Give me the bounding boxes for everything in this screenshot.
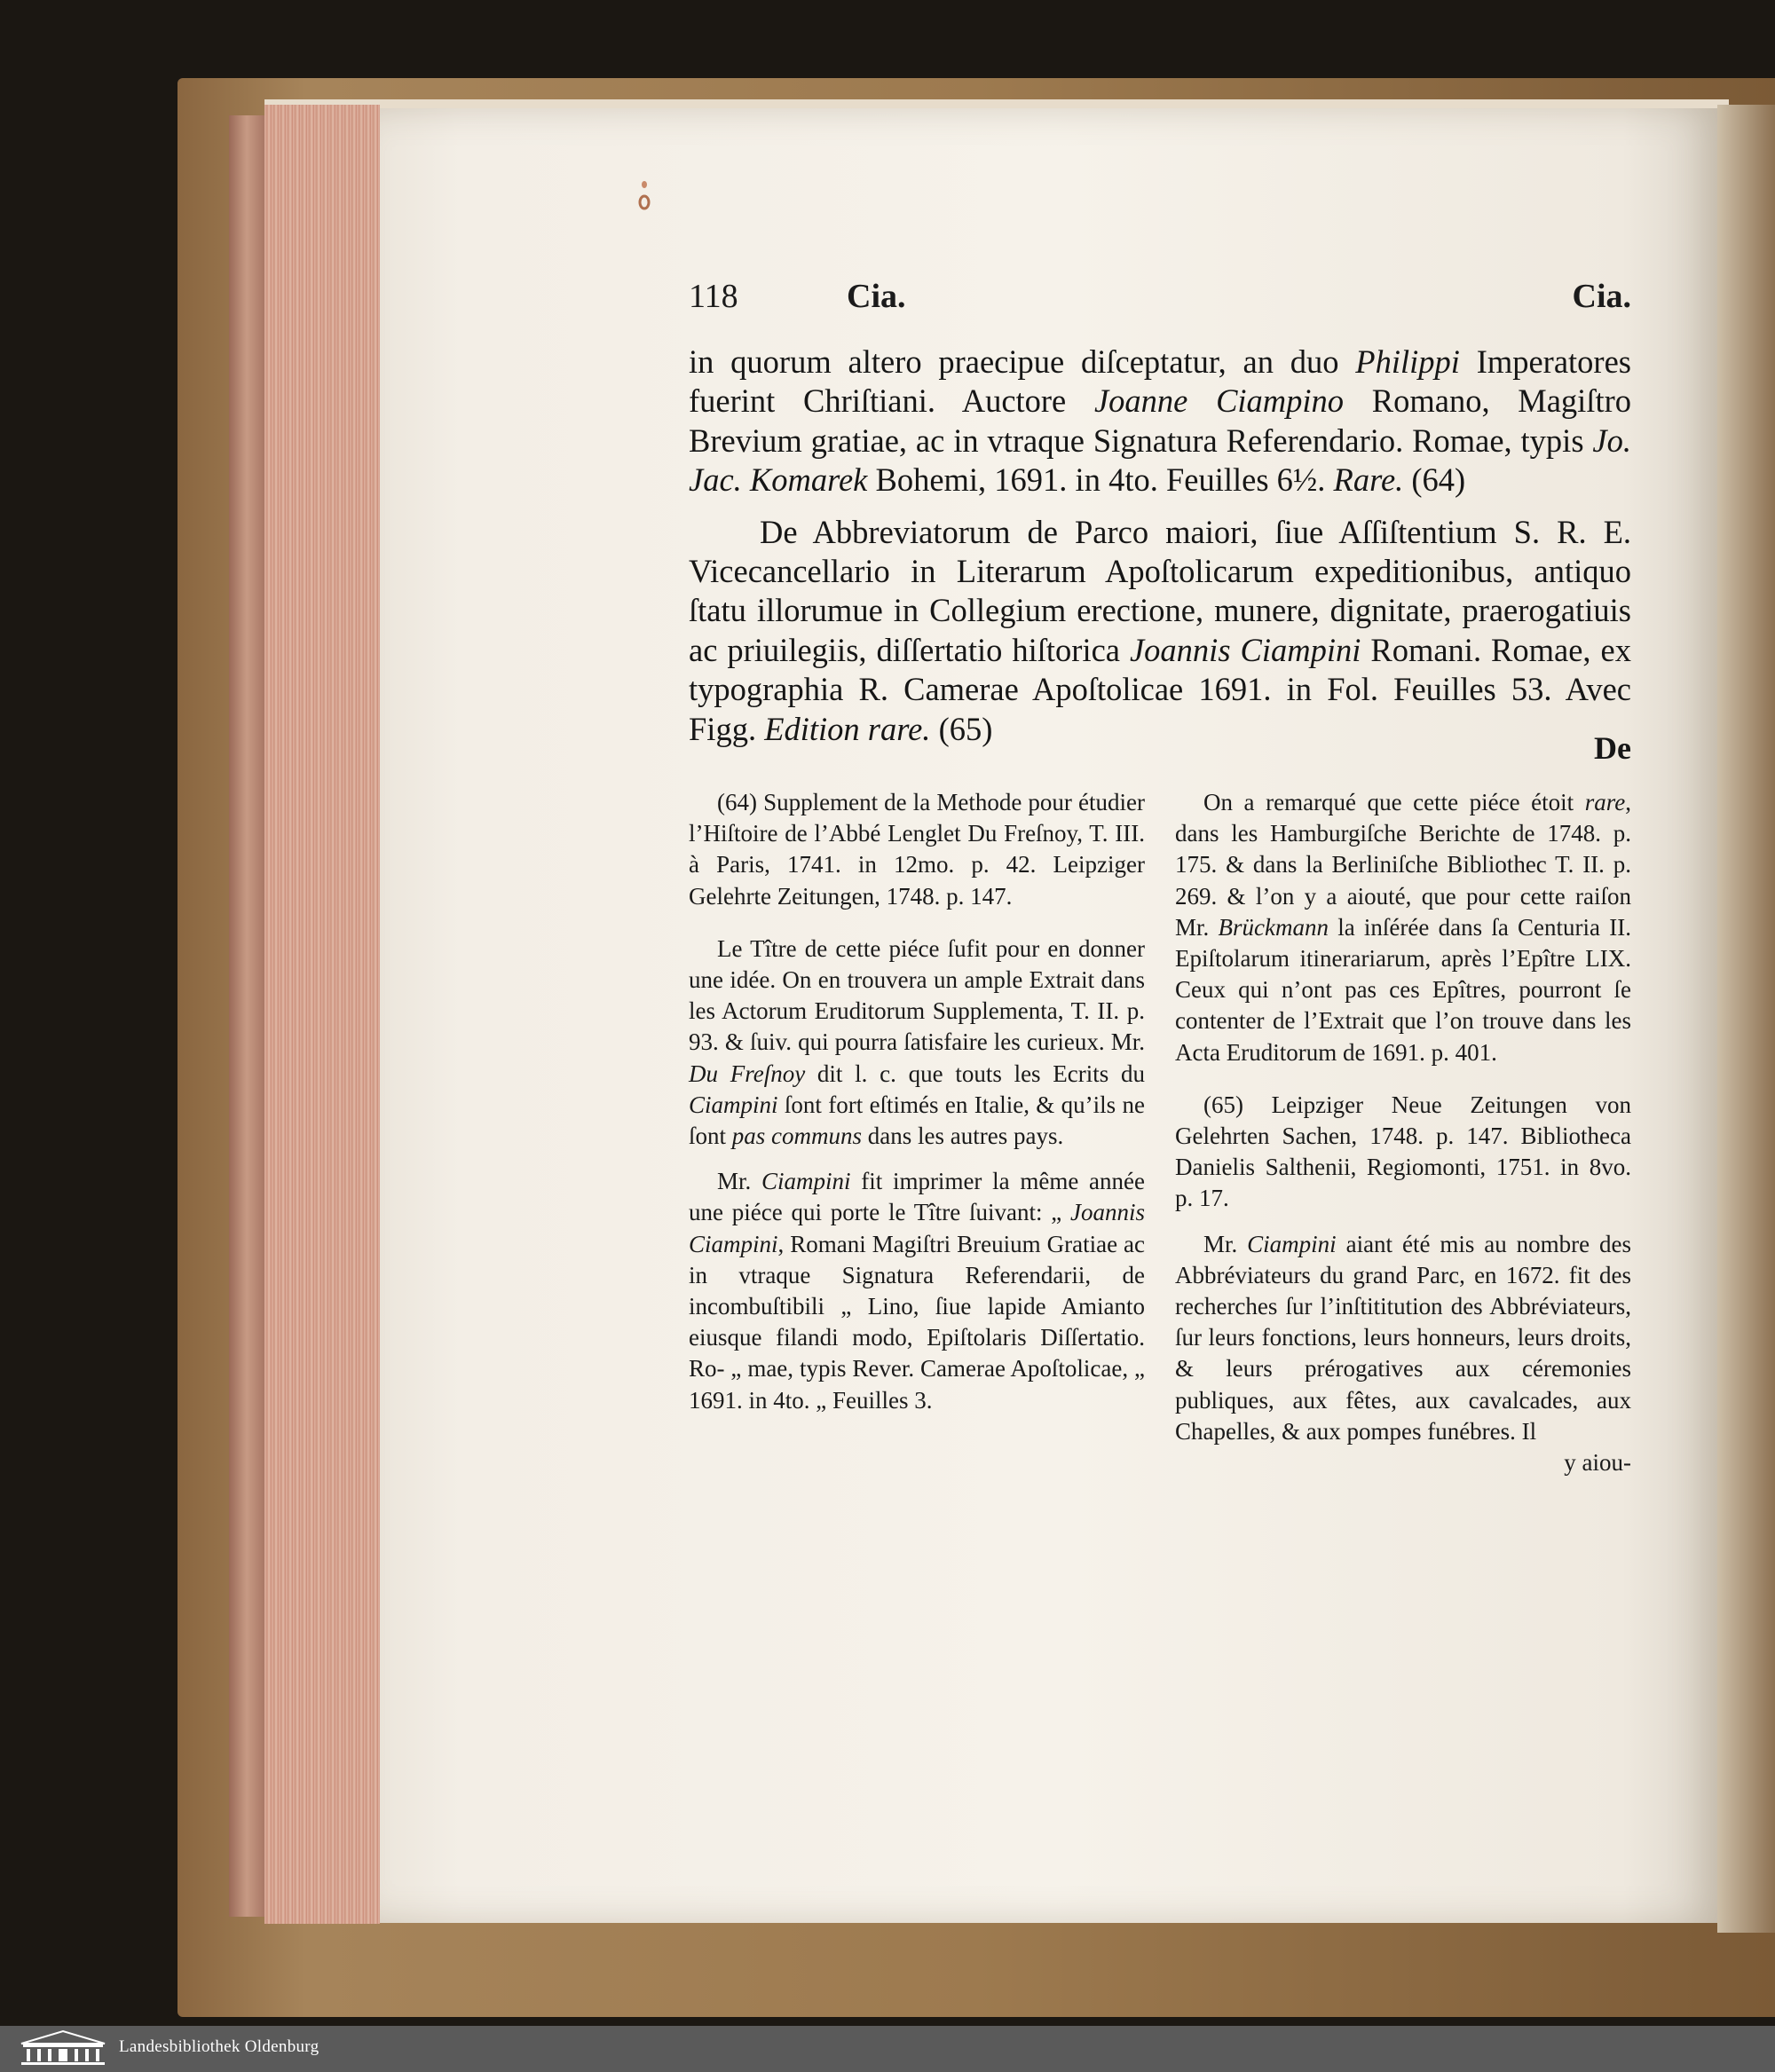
left-paragraph-a: Le Tître de cette piéce ſufit pour en donner une idée. On en trouvera un ample Extrait dans les Actorum Eruditorum Supplementa, T. II. p. 93. & ſuiv. qui pourra ſatisfaire les curieux. Mr. Du Freſnoy dit l. c. que touts les Ecrits du Ciampini ſont fort eſtimés en Italie, & qu’ils ne ſont pas communs dans les autres pays. — [689, 934, 1146, 1150]
cover-edge — [229, 115, 264, 1917]
main-text — [689, 343, 1631, 749]
library-name: Landesbibliothek Oldenburg — [119, 2037, 320, 2056]
page-gutter-shadow — [1717, 105, 1775, 1933]
page-number: 118 — [689, 278, 738, 315]
footnote-column-left — [689, 787, 1145, 1416]
right-paragraph-b: Mr. Ciampini aiant été mis au nombre des Abbréviateurs du grand Parc, en 1672. fit des recherches ſur l’inſtititution des Abbréviateurs, ſur leurs fonctions, leurs honneurs, leurs droits, & leurs prérogatives aux céremonies publiques, aux fêtes, aux cavalcades, aux Chapelles, & aux pompes funébres. Il — [1175, 1230, 1632, 1445]
library-building-icon — [16, 2029, 110, 2067]
footnote-65: (65) Leipziger Neue Zeitungen von Gelehrten Sachen, 1748. p. 147. Bibliotheca Danielis Salthenii, Regiomonti, 1751. in 8vo. p. 17. — [1175, 1091, 1631, 1212]
main-paragraph-2: De Abbreviatorum de Parco maiori, ſiue Aſſiſtentium S. R. E. Vicecancellario in Literarum Apoſtolicarum expeditionibus, antiquo ſtatu illorumue in Collegium erectione, munere, dignitate, praerogatiuis ac priuilegiis, diſſertatio hiſtorica Joannis Ciampini Romani. Romae, ex typographia R. Camerae Apoſtolicae 1691. in Fol. Feuilles 53. Avec Figg. Edition rare. (65) — [689, 513, 1631, 747]
footnote-column-right — [1175, 787, 1631, 1478]
page-block-edges — [264, 105, 380, 1924]
ink-mark-icon — [637, 177, 651, 213]
catchword-right: y aiou- — [1564, 1449, 1631, 1477]
running-header — [689, 277, 1631, 321]
right-paragraph-a: On a remarqué que cette piéce étoit rare, dans les Hamburgiſche Berichte de 1748. p. 175. & dans la Berliniſche Bibliothec T. II. p. 269. & l’on y a aiouté, que pour cette raiſon Mr. Brückmann la inſérée dans ſa Centuria II. Epiſtolarum itinerariarum, après l’Epître LIX. Ceux qui n’ont pas ces Epîtres, pourront ſe contenter de l’Extrait que l’on trouve dans les Acta Eruditorum de 1691. p. 401. — [1175, 789, 1631, 1066]
footnote-64: (64) Supplement de la Methode pour étudier l’Hiſtoire de l’Abbé Lenglet Du Freſnoy, T. III. à Paris, 1741. in 12mo. p. 42. Leipziger Gelehrte Zeitungen, 1748. p. 147. — [689, 789, 1145, 910]
main-paragraph-1: in quorum altero praecipue diſceptatur, an duo Philippi Imperatores fuerint Chriſtiani. Auctore Joanne Ciampino Romano, Magiſtro Brevium gratiae, ac in vtraque Signatura Referendario. Romae, typis Jo. Jac. Komarek Bohemi, 1691. in 4to. Feuilles 6½. Rare. (64) — [689, 343, 1632, 499]
running-head-right: Cia. — [1572, 278, 1631, 315]
left-paragraph-b: Mr. Ciampini fit imprimer la même année une piéce qui porte le Tître ſuivant: „ Joannis Ciampini, Romani Magiſtri Breuium Gratiae ac in vtraque Signatura Referendarii, de incombuſtibili „ Lino, ſiue lapide Amianto eiusque filandi modo, Epiſtolaris Diſſertatio. Ro- „ mae, typis Rever. Camerae Apoſtolicae, „ 1691. in 4to. „ Feuilles 3. — [689, 1168, 1145, 1414]
library-footer-bar — [0, 2026, 1775, 2072]
running-head-left: Cia. — [847, 278, 906, 315]
catchword-main: De — [1594, 730, 1631, 766]
